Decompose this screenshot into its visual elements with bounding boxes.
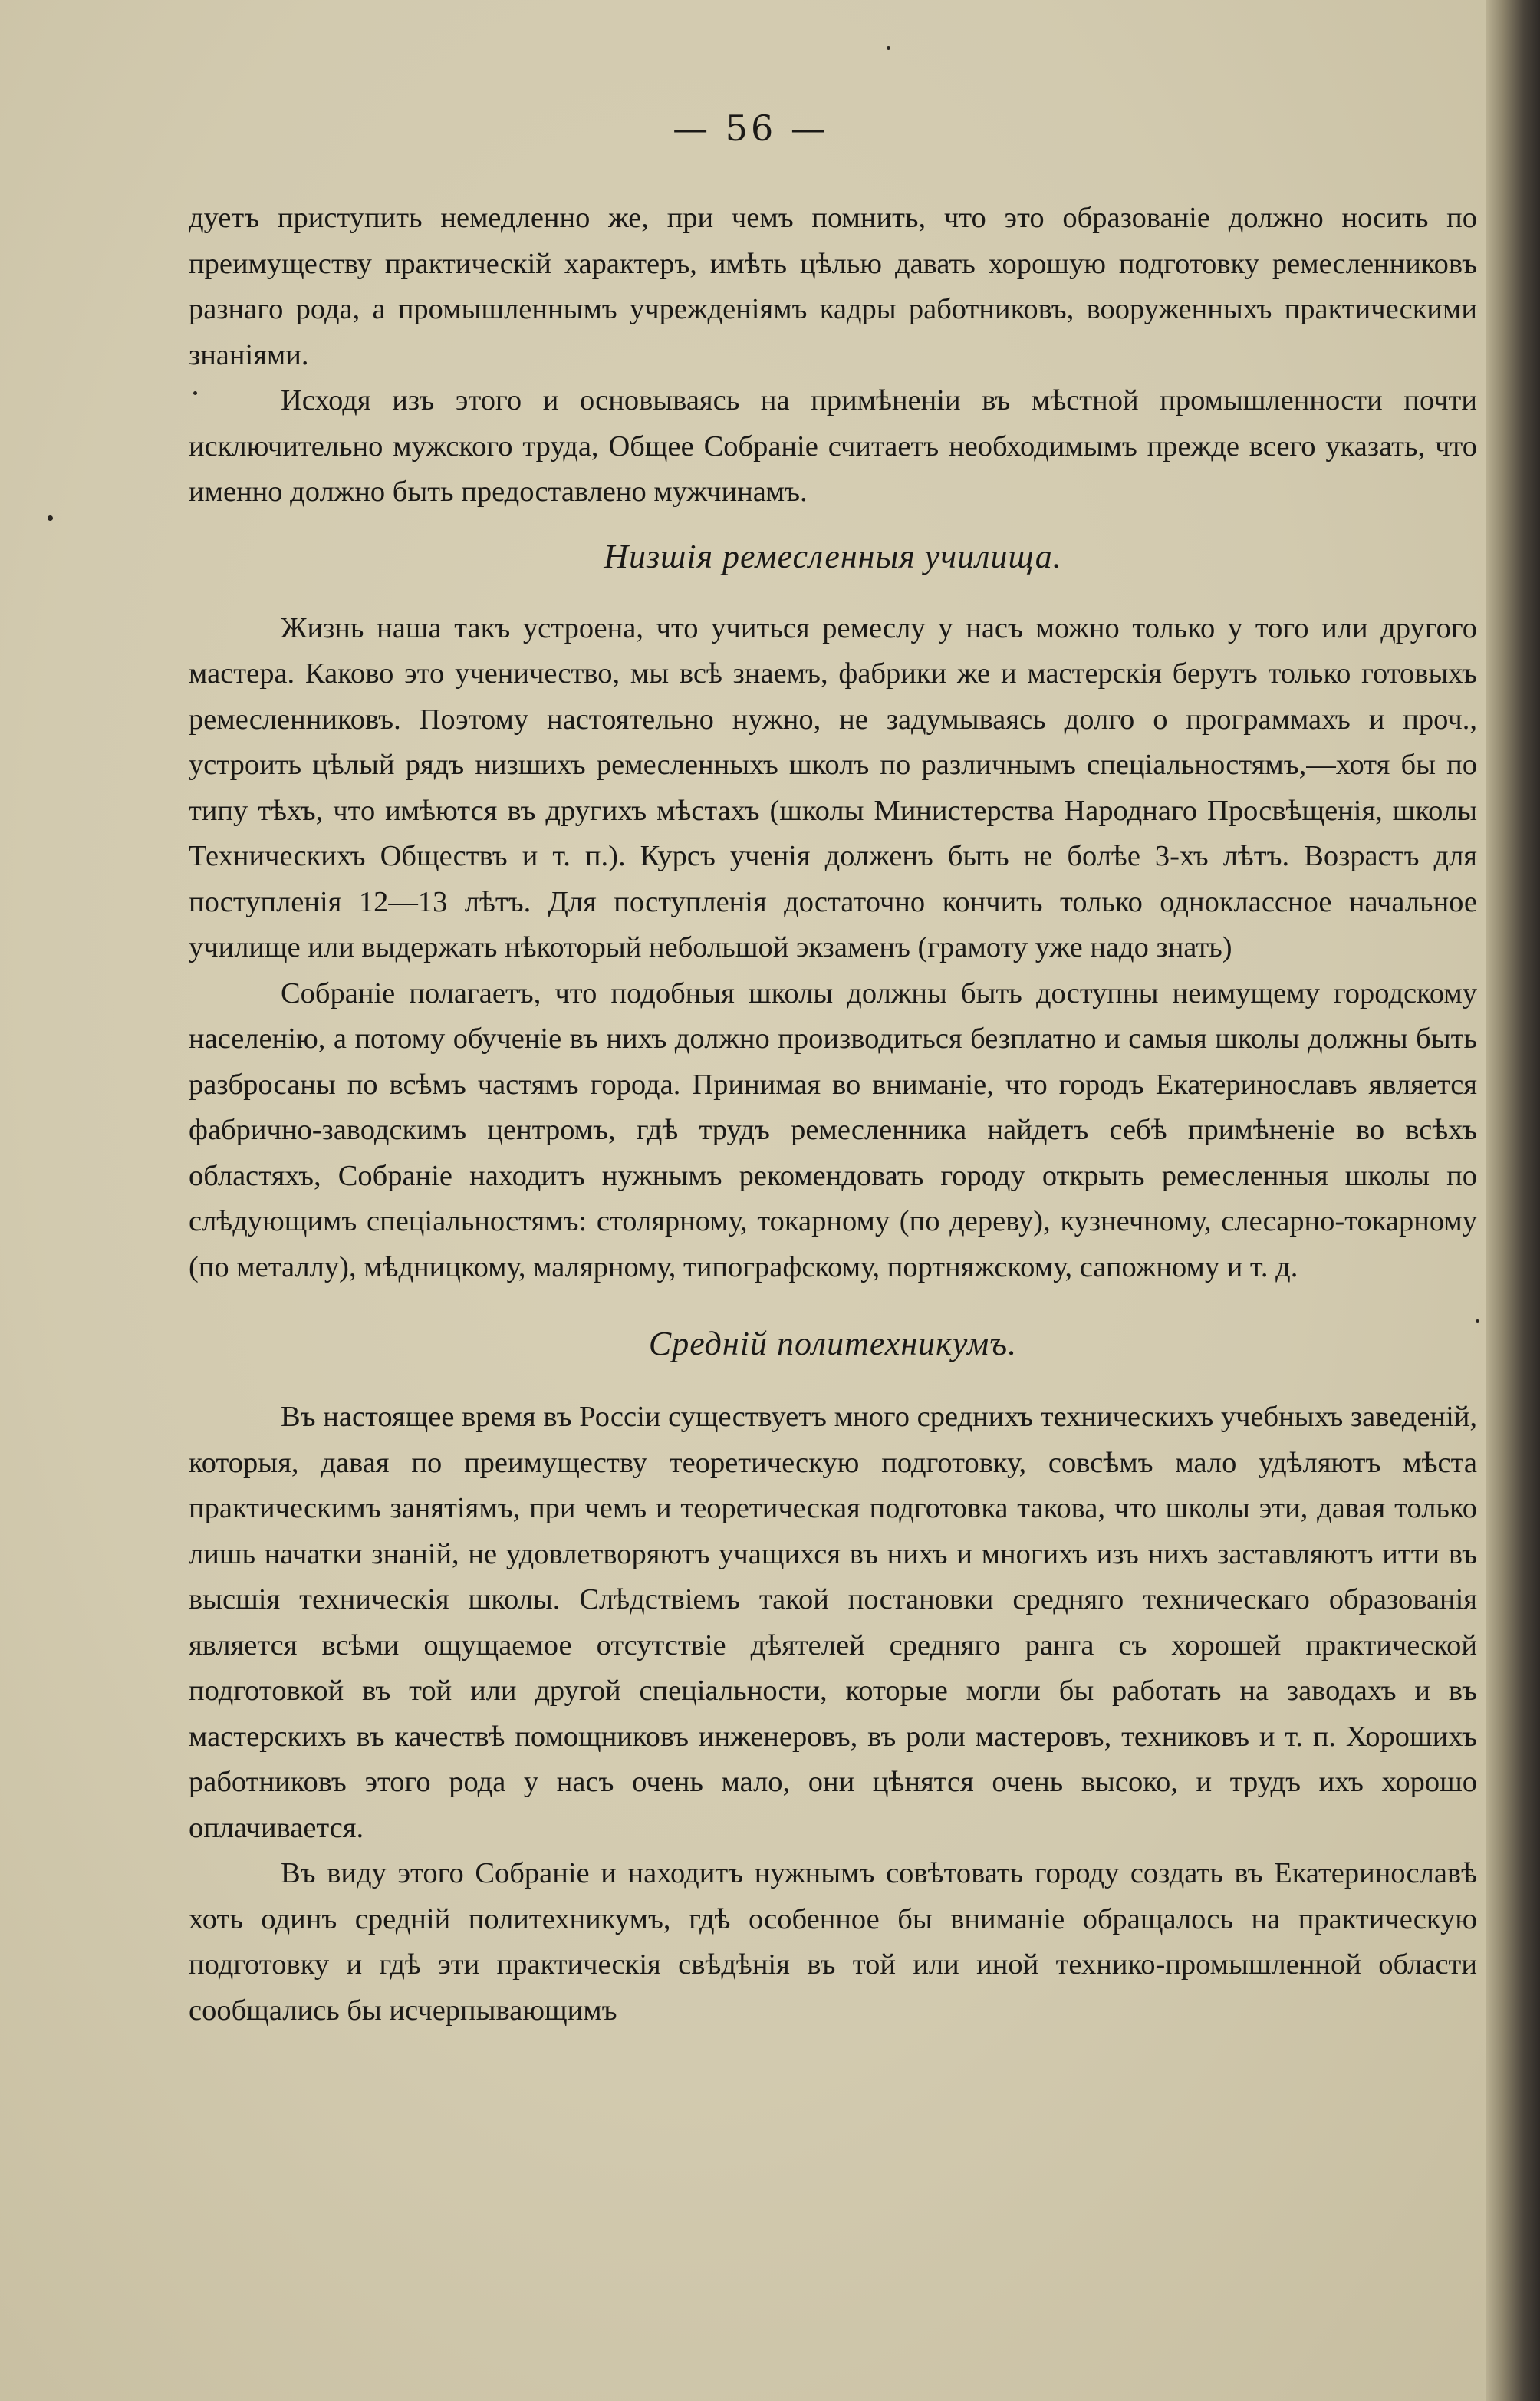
paragraph: Жизнь наша такъ устроена, что учиться ремеслу у насъ можно только у того или другого мастера. Каково это ученичество, мы всѣ знаемъ, фабрики же и мастерскія берутъ только готовыхъ ремесленниковъ. Поэтому настоятельно нужно, не задумываясь долго о программахъ и проч., устроить цѣлый рядъ низшихъ ремесленныхъ школъ по различнымъ спеціальностямъ,—хотя бы по типу тѣхъ, что имѣются въ другихъ мѣстахъ (школы Министерства Народнаго Просвѣщенія, школы Техническихъ Обществъ и т. п.). Курсъ ученія долженъ быть не болѣе 3-хъ лѣтъ. Возрастъ для поступленія 12—13 лѣтъ. Для поступленія достаточно кончить только одноклассное начальное училище или выдержать нѣкоторый небольшой экзаменъ (грамоту уже надо знать)	[189, 611, 1477, 963]
paragraph: Въ настоящее время въ Россіи существуетъ много среднихъ техническихъ учебныхъ заведеній, которыя, давая по преимуществу теоретическую подготовку, совсѣмъ мало удѣляютъ мѣста практическимъ занятіямъ, при чемъ и теоретическая подготовка такова, что школы эти, давая только лишь начатки знаній, не удовлетворяютъ учащихся въ нихъ и многихъ изъ нихъ заставляютъ итти въ высшія техническія школы. Слѣдствіемъ такой постановки средняго техническаго образованія является всѣми ощущаемое отсутствіе дѣятелей средняго ранга съ хорошей практической подготовкой въ той или другой спеціальности, которые могли бы работать на заводахъ и въ мастерскихъ въ качествѣ помощниковъ инженеровъ, въ роли мастеровъ, техниковъ и т. п. Хорошихъ работниковъ этого рода у насъ очень мало, они цѣнятся очень высоко, и трудъ ихъ хорошо оплачивается.	[189, 1401, 1477, 1844]
page-number: — 56 —	[673, 107, 829, 149]
paper-speck	[48, 515, 53, 521]
paragraph: Въ виду этого Собраніе и находитъ нужнымъ совѣтовать городу создать въ Екатеринославѣ хоть одинъ средній политехникумъ, гдѣ особенное бы вниманіе обращалось на практическую подготовку и гдѣ эти практическія свѣдѣнія въ той или иной технико-промышленной области сообщались бы исчерпывающимъ	[189, 1857, 1477, 2027]
section-heading-polytechnic: Средній политехникумъ.	[648, 1325, 1018, 1362]
page-body	[189, 196, 1477, 2034]
paragraph-continued: дуетъ приступить немедленно же, при чемъ помнить, что это образованіе должно носить по преимуществу практическій характеръ, имѣть цѣлью давать хорошую подготовку ремесленниковъ разнаго рода, а промышленнымъ учрежденіямъ кадры работниковъ, вооруженныхъ практическими знаніями.	[189, 202, 1477, 371]
paper-speck	[193, 391, 197, 395]
paragraph: Исходя изъ этого и основываясь на примѣненіи въ мѣстной промышленности почти исключительно мужского труда, Общее Собраніе считаетъ необходимымъ прежде всего указать, что именно должно быть предоставлено мужчинамъ.	[189, 384, 1477, 508]
paper-speck	[887, 46, 890, 50]
paper-speck	[1476, 1319, 1479, 1323]
paragraph: Собраніе полагаетъ, что подобныя школы должны быть доступны неимущему городскому населенію, а потому обученіе въ нихъ должно производиться безплатно и самыя школы должны быть разбросаны по всѣмъ частямъ города. Принимая во вниманіе, что городъ Екатеринославъ является фабрично-заводскимъ центромъ, гдѣ трудъ ремесленника найдетъ себѣ примѣненіе во всѣхъ областяхъ, Собраніе находитъ нужнымъ рекомендовать городу открыть ремесленныя школы по слѣдующимъ спеціальностямъ: столярному, токарному (по дереву), кузнечному, слесарно-токарному (по металлу), мѣдницкому, малярному, типографскому, портняжскому, сапожному и т. д.	[189, 977, 1477, 1283]
section-heading-lower-schools: Низшія ремесленныя училища.	[604, 537, 1062, 575]
book-spine-shadow	[1486, 0, 1540, 2401]
